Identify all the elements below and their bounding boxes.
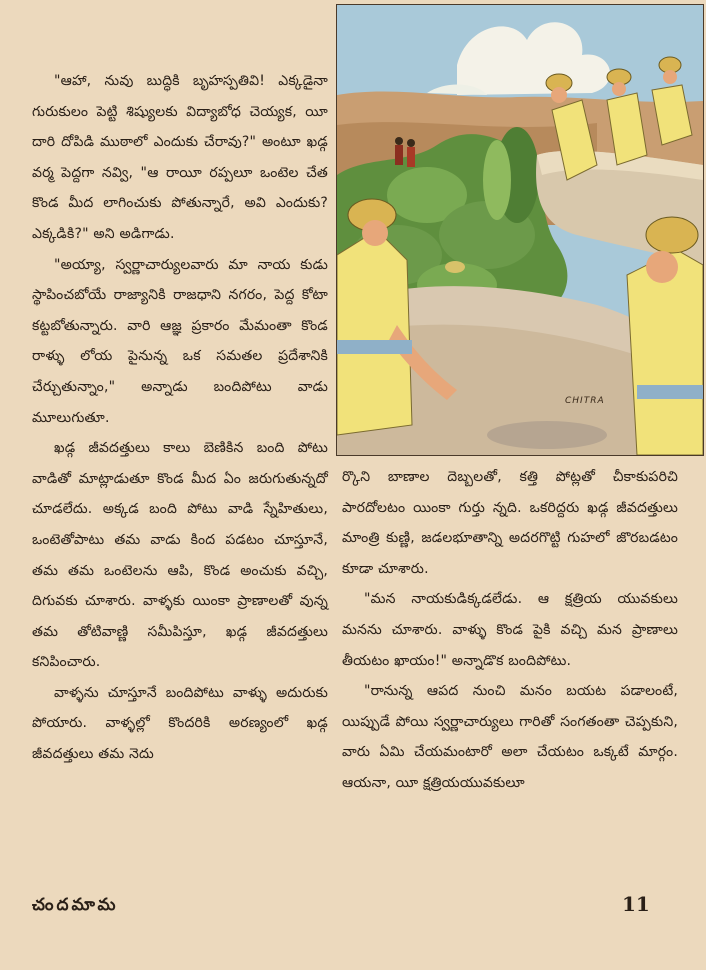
paragraph: వాళ్ళను చూస్తూనే బందిపోటు వాళ్ళు అదురుకు పోయారు. వాళ్ళల్లో కొందరికి అరణ్యంలో ఖడ్గ జీవదత్తులు తమ నెదు — [32, 684, 328, 763]
paragraph: "మన నాయకుడిక్కడలేడు. ఆ క్షత్రియ యువకులు మనను చూశారు. వాళ్ళు కొండ పైకి వచ్చి మన ప్రాణాలు తీయటం ఖాయం!" అన్నాడొక బందిపోటు. — [342, 591, 678, 669]
paragraph: ఖడ్గ జీవదత్తులు కాలు బెణికిన బంది పోటు వాడితో మాట్లాడుతూ కొండ మీద ఏం జరుగుతున్నదో చూడలేదు. అక్కడ బంది పోటు వాడి స్నేహితులు, ఒంటెతోపాటు తమ వాడు కింద పడటం చూస్తూనే, తమ తమ ఒంటెలను ఆపి, కొండ అంచుకు వచ్చి, దిగువకు చూశారు. వాళ్ళకు యింకా ప్రాణాలతో వున్న తమ తోటివాణ్ణి సమీపిస్తూ, ఖడ్గ జీవదత్తులు కనిపించారు. — [32, 440, 328, 671]
paragraph: "అయ్యా, స్వర్ణాచార్యులవారు మా నాయ కుడు స్థాపించబోయే రాజ్యానికి రాజధాని నగరం, పెద్ద కోటా కట్టబోతున్నారు. వారి ఆజ్ఞ ప్రకారం మేమంతా కొండ రాళ్ళు లోయ పైనున్న ఒక సమతల ప్రదేశానికి చేర్చుతున్నాం," అన్నాడు బందిపోటు వాడు మూలుగుతూ. — [32, 256, 328, 426]
paragraph: "రానున్న ఆపద నుంచి మనం బయట పడాలంటే, యిప్పుడే పోయి స్వర్ణాచార్యులు గారితో సంగతంతా చెప్పకుని, వారు ఏమి చేయమంటారో అలా చేయటం ఒక్కటే మార్గం. ఆయనా, యీ క్షత్రియయువకులూ — [342, 683, 678, 791]
paragraph: "ఆహా, నువు బుద్ధికి బృహస్పతివి! ఎక్కడైనా గురుకులం పెట్టి శిష్యులకు విద్యాబోధ చెయ్యక, యీ దారి దోపిడి ముఠాలో ఎందుకు చేరావు?" అంటూ ఖడ్గ వర్మ పెద్దగా నవ్వి, "ఆ రాయీ రప్పలూ ఒంటెల చేత కొండ మీద లాగించుకు పోతున్నారే, అవి ఎందుకు? ఎక్కడికి?" అని అడిగాడు. — [32, 73, 328, 242]
illustration-drawing — [337, 5, 703, 455]
paragraph: ర్కొని బాణాల దెబ్బలతో, కత్తి పోట్లతో చీకాకుపరిచి పారదోలటం యింకా గుర్తు న్నది. ఒకరిద్దరు ఖడ్గ జీవదత్తులు మాంత్రి కుణ్ణి, జడలభూతాన్ని అదరగొట్టి గుహలో జొరబడటం కూడా చూశారు. — [342, 469, 678, 577]
page-number: 11 — [622, 892, 650, 916]
text-column-right — [342, 462, 678, 799]
text-column-left — [32, 66, 328, 770]
magazine-name: చందమామ — [32, 895, 119, 915]
story-illustration — [336, 4, 704, 456]
illustrator-signature: CHITRA — [565, 396, 605, 406]
